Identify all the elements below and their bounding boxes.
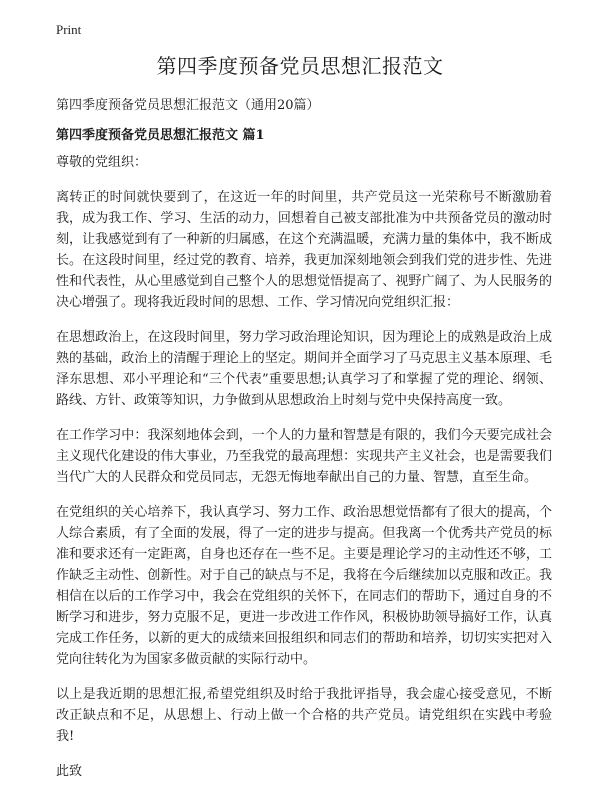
paragraph: 在思想政治上，在这段时间里，努力学习政治理论知识，因为理论上的成熟是政治上成熟的基础，政治上的清醒于理论上的坚定。期间并全面学习了马克思主义基本原理、毛泽东思想、邓小平理论和“三个代表”重要思想;认真学习了和掌握了党的理论、纲领、路线、方针、政策等知识，力争做到从思想政治上时刻与党中央保持高度一致。 <box>56 330 552 408</box>
document-subtitle: 第四季度预备党员思想汇报范文（通用20篇） <box>56 98 320 113</box>
print-link[interactable]: Print <box>56 22 82 37</box>
closing: 此致 <box>56 764 83 779</box>
document-title: 第四季度预备党员思想汇报范文 <box>156 54 444 78</box>
section-heading: 第四季度预备党员思想汇报范文 篇1 <box>56 128 265 143</box>
salutation: 尊敬的党组织： <box>56 155 148 170</box>
paragraph: 以上是我近期的思想汇报,希望党组织及时给于我批评指导，我会虚心接受意见，不断改正缺点和不足，从思想上、行动上做一个合格的共产党员。请党组织在实践中考验我! <box>56 687 552 744</box>
document-body <box>56 152 552 796</box>
paragraph: 离转正的时间就快要到了，在这近一年的时间里，共产党员这一光荣称号不断激励着我，成为我工作、学习、生活的动力，回想着自己被支部批准为中共预备党员的激动时刻，让我感觉到有了一种新的归属感，在这个充满温暖，充满力量的集体中，我不断成长。在这段时间里，经过党的教育、培养，我更加深刻地领会到我们党的进步性、先进性和代表性，从心里感觉到自己整个人的思想觉悟提高了、视野广阔了、为人民服务的决心增强了。现将我近段时间的思想、工作、学习情况向党组织汇报： <box>56 190 552 310</box>
paragraph: 在工作学习中：我深刻地体会到，一个人的力量和智慧是有限的，我们今天要完成社会主义现代化建设的伟大事业，乃至我党的最高理想：实现共产主义社会，也是需要我们当代广大的人民群众和党员同志，无怨无悔地奉献出自己的力量、智慧，直至生命。 <box>56 428 552 485</box>
paragraph: 在党组织的关心培养下，我认真学习、努力工作、政治思想觉悟都有了很大的提高，个人综合素质，有了全面的发展，得了一定的进步与提高。但我离一个优秀共产党员的标准和要求还有一定距离，自身也还存在一些不足。主要是理论学习的主动性还不够，工作缺乏主动性、创新性。对于自己的缺点与不足，我将在今后继续加以克服和改正。我相信在以后的工作学习中，我会在党组织的关怀下，在同志们的帮助下，通过自身的不断学习和进步，努力克服不足，更进一步改进工作作风，积极协助领导搞好工作，认真完成工作任务，以新的更大的成绩来回报组织和同志们的帮助和培养，切切实实把对入党向往转化为为国家多做贡献的实际行动中。 <box>56 505 552 667</box>
